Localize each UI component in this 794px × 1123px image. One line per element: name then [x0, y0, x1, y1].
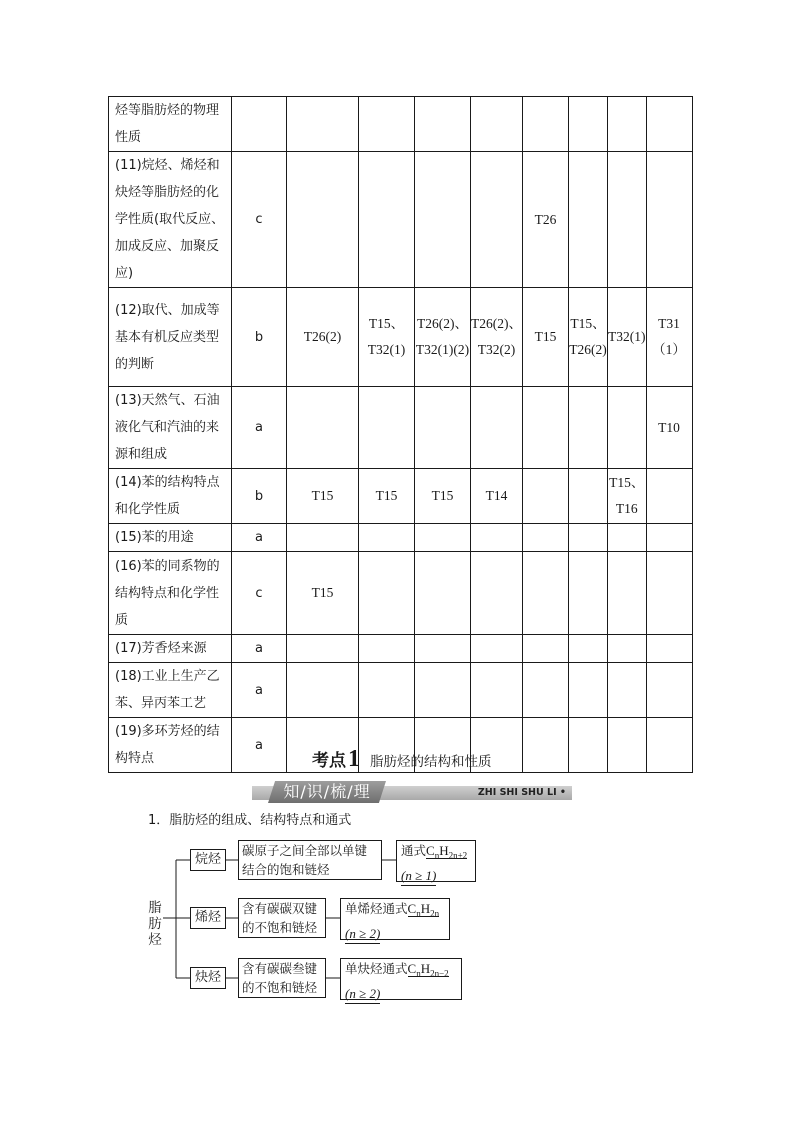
level-cell: a [232, 524, 287, 552]
exam-cell [569, 552, 608, 635]
exam-cell: T15 [287, 469, 359, 524]
exam-cell [608, 387, 647, 469]
topic-cell: 烃等脂肪烃的物理性质 [109, 97, 232, 152]
exam-cell [415, 524, 471, 552]
level-cell: c [232, 152, 287, 288]
level-cell: a [232, 718, 287, 773]
exam-cell [646, 718, 692, 773]
exam-cell [608, 635, 647, 663]
exam-cell [608, 97, 647, 152]
exam-cell [415, 152, 471, 288]
exam-cell [415, 97, 471, 152]
category-alkene: 烯烃 [190, 907, 226, 929]
exam-cell [523, 387, 569, 469]
exam-cell: T31（1） [646, 288, 692, 387]
exam-cell [608, 718, 647, 773]
syllabus-table [108, 96, 693, 773]
exam-cell [359, 552, 415, 635]
formula-condition: (n ≥ 2) [345, 984, 380, 1004]
topic-cell: (19)多环芳烃的结构特点 [109, 718, 232, 773]
desc-alkyne [238, 958, 326, 998]
exam-cell: T15 [523, 288, 569, 387]
topic-cell: (12)取代、加成等基本有机反应类型的判断 [109, 288, 232, 387]
table-row [109, 552, 693, 635]
exam-cell: T26(2)、T32(1)(2) [415, 288, 471, 387]
banner-title: 知/识/梳/理 [283, 782, 371, 801]
exam-cell [287, 635, 359, 663]
exam-cell [471, 663, 523, 718]
exam-cell [471, 635, 523, 663]
topic-cell: (13)天然气、石油液化气和汽油的来源和组成 [109, 387, 232, 469]
exam-cell [646, 663, 692, 718]
exam-cell [415, 387, 471, 469]
formula-label: 单炔烃通式 [345, 961, 408, 976]
level-cell: b [232, 288, 287, 387]
desc-line: 含有碳碳叁键 [242, 961, 318, 976]
exam-cell: T15、T16 [608, 469, 647, 524]
formula-condition: (n ≥ 1) [401, 866, 436, 886]
exam-cell [569, 635, 608, 663]
exam-cell [569, 152, 608, 288]
exam-cell [523, 552, 569, 635]
exam-cell [608, 152, 647, 288]
exam-cell: T15 [287, 552, 359, 635]
general-formula: $C_nH_{2n}$ [407, 901, 440, 919]
exam-cell [415, 635, 471, 663]
desc-line: 含有碳碳双键 [242, 901, 318, 916]
section-heading [312, 746, 492, 774]
exam-cell: T26 [523, 152, 569, 288]
desc-line: 的不饱和链烃 [242, 980, 318, 995]
knowledge-banner [252, 781, 572, 803]
general-formula: $C_nH_{2n+2}$ [426, 843, 468, 861]
table-row [109, 635, 693, 663]
exam-cell [359, 387, 415, 469]
exam-cell [523, 718, 569, 773]
exam-cell [569, 663, 608, 718]
exam-cell [569, 97, 608, 152]
table-row [109, 387, 693, 469]
formula-label: 单烯烃通式 [345, 901, 408, 916]
exam-cell [523, 97, 569, 152]
exam-cell [471, 97, 523, 152]
topic-cell: (15)苯的用途 [109, 524, 232, 552]
exam-cell [646, 97, 692, 152]
exam-cell [287, 387, 359, 469]
category-alkyne: 炔烃 [190, 967, 226, 989]
exam-cell: T26(2) [287, 288, 359, 387]
table-row [109, 288, 693, 387]
formula-label: 通式 [401, 843, 427, 858]
exam-cell [287, 152, 359, 288]
topic-cell: (18)工业上生产乙苯、异丙苯工艺 [109, 663, 232, 718]
exam-cell: T10 [646, 387, 692, 469]
exam-cell [471, 552, 523, 635]
level-cell: a [232, 635, 287, 663]
exam-cell [523, 663, 569, 718]
exam-cell [359, 524, 415, 552]
topic-cell: (16)苯的同系物的结构特点和化学性质 [109, 552, 232, 635]
desc-line: 结合的饱和链烃 [242, 862, 330, 877]
level-cell: c [232, 552, 287, 635]
desc-alkane [238, 840, 382, 880]
exam-cell: T15 [415, 469, 471, 524]
exam-cell [415, 663, 471, 718]
exam-cell [608, 663, 647, 718]
exam-cell [359, 635, 415, 663]
category-alkane: 烷烃 [190, 849, 226, 871]
exam-cell [359, 97, 415, 152]
level-cell [232, 97, 287, 152]
topic-cell: (14)苯的结构特点和化学性质 [109, 469, 232, 524]
exam-cell [646, 152, 692, 288]
exam-cell [471, 387, 523, 469]
exam-cell [471, 152, 523, 288]
exam-cell: T14 [471, 469, 523, 524]
exam-cell [608, 524, 647, 552]
exam-cell: T32(1) [608, 288, 647, 387]
topic-cell: (17)芳香烃来源 [109, 635, 232, 663]
exam-cell [523, 524, 569, 552]
formula-alkane [396, 840, 476, 882]
section-label: 考点 [312, 751, 346, 771]
exam-cell [415, 552, 471, 635]
section-title: 脂肪烃的结构和性质 [370, 754, 492, 770]
exam-cell: T26(2)、T32(2) [471, 288, 523, 387]
general-formula: $C_nH_{2n-2}$ [407, 961, 449, 979]
exam-cell [569, 387, 608, 469]
section-number: 1 [348, 746, 360, 772]
point-title: 1．脂肪烃的组成、结构特点和通式 [148, 813, 352, 828]
formula-alkene [340, 898, 450, 940]
table-row [109, 663, 693, 718]
table-row [109, 469, 693, 524]
exam-cell [646, 552, 692, 635]
exam-cell [569, 469, 608, 524]
desc-line: 的不饱和链烃 [242, 920, 318, 935]
exam-cell [359, 152, 415, 288]
exam-cell [287, 663, 359, 718]
diagram-root: 脂肪烃 [148, 900, 162, 948]
exam-cell [608, 552, 647, 635]
exam-cell: T15、T26(2) [569, 288, 608, 387]
exam-cell [287, 524, 359, 552]
exam-cell [287, 97, 359, 152]
exam-cell [523, 635, 569, 663]
level-cell: a [232, 387, 287, 469]
exam-cell [646, 524, 692, 552]
level-cell: a [232, 663, 287, 718]
table-row [109, 524, 693, 552]
banner-pinyin: ZHI SHI SHU LI • [477, 787, 566, 798]
exam-cell [646, 635, 692, 663]
table-row [109, 152, 693, 288]
formula-alkyne [340, 958, 462, 1000]
exam-cell [569, 524, 608, 552]
table-row [109, 97, 693, 152]
desc-line: 碳原子之间全部以单键 [242, 843, 368, 858]
exam-cell [523, 469, 569, 524]
exam-cell [359, 663, 415, 718]
exam-cell: T15、T32(1) [359, 288, 415, 387]
level-cell: b [232, 469, 287, 524]
topic-cell: (11)烷烃、烯烃和炔烃等脂肪烃的化学性质(取代反应、加成反应、加聚反应) [109, 152, 232, 288]
desc-alkene [238, 898, 326, 938]
exam-cell: T15 [359, 469, 415, 524]
exam-cell [569, 718, 608, 773]
exam-cell [646, 469, 692, 524]
formula-condition: (n ≥ 2) [345, 924, 380, 944]
exam-cell [471, 524, 523, 552]
